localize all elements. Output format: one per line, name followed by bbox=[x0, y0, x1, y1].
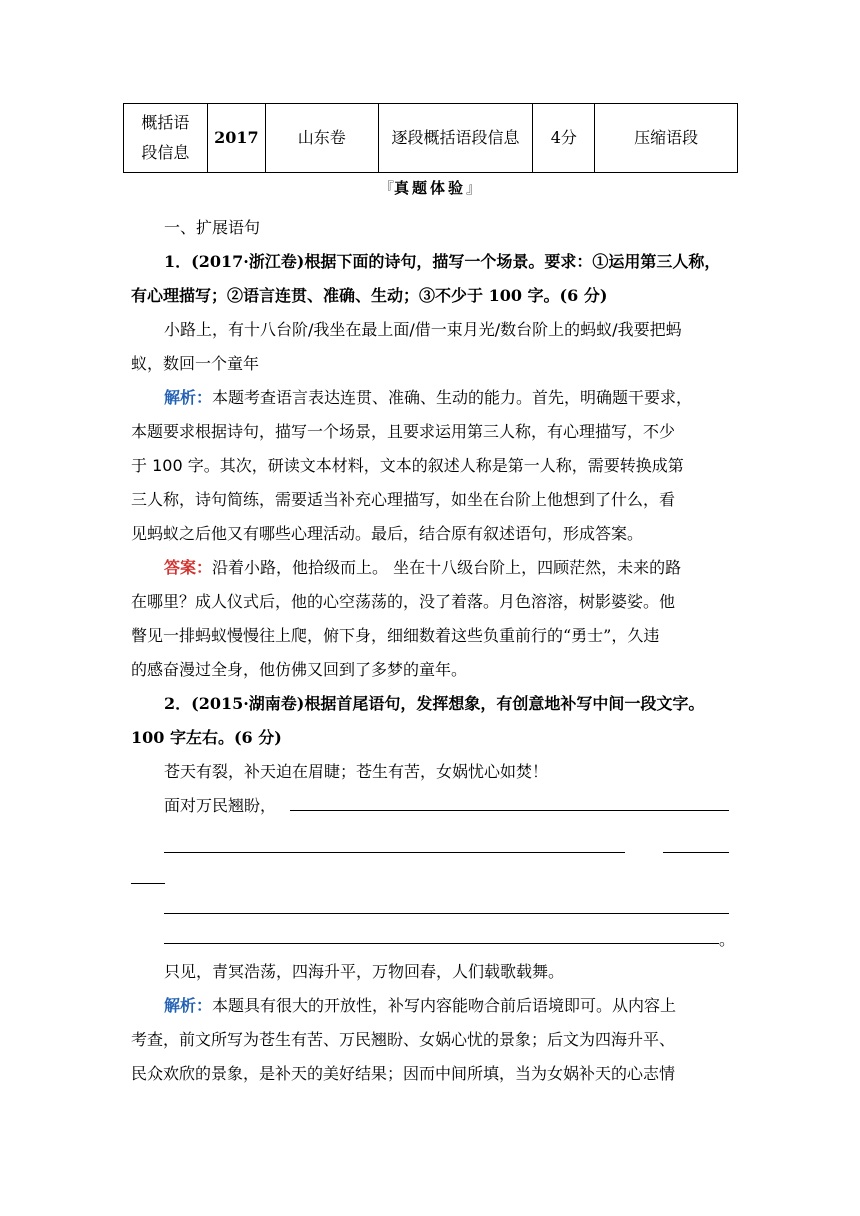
q1-poem-1: 小路上，有十八台阶/我坐在最上面/借一束月光/数台阶上的蚂蚁/我要把蚂 bbox=[164, 320, 682, 339]
q1-answer-1 bbox=[164, 555, 681, 578]
analysis-text: 本题具有很大的开放性，补写内容能吻合前后语境即可。从内容上 bbox=[212, 996, 677, 1015]
q2-line-1: 2．(2015·湖南卷)根据首尾语句，发挥想象，有创意地补写中间一段文字。 bbox=[164, 694, 705, 713]
answer-blank-line[interactable] bbox=[663, 852, 729, 853]
q2-begin: 苍天有裂，补天迫在眉睫；苍生有苦，女娲忧心如焚！ bbox=[164, 762, 549, 781]
q1-line-1: 1．(2017·浙江卷)根据下面的诗句，描写一个场景。要求：①运用第三人称， bbox=[164, 252, 721, 271]
blank-end-mark: 。 bbox=[719, 930, 736, 949]
q2-analysis-3: 民众欢欣的景象，是补天的美好结果；因而中间所填，当为女娲补天的心志情 bbox=[131, 1064, 676, 1083]
banner-title: 真题体验 bbox=[393, 179, 466, 197]
info-table bbox=[123, 103, 738, 173]
answer-blank-line[interactable] bbox=[131, 883, 165, 884]
section-heading: 一、扩展语句 bbox=[164, 218, 261, 237]
banner-open-bracket: 『 bbox=[378, 179, 394, 197]
answer-blank-line[interactable] bbox=[164, 913, 729, 914]
answer-blank-line[interactable] bbox=[290, 810, 729, 811]
q2-analysis-1 bbox=[164, 993, 676, 1016]
q1-analysis-4: 三人称，诗句简练，需要适当补充心理描写，如坐在台阶上他想到了什么，看 bbox=[131, 490, 676, 509]
q1-analysis-1 bbox=[164, 385, 692, 408]
q1-poem-2: 蚁，数回一个童年 bbox=[131, 354, 260, 373]
q1-analysis-5: 见蚂蚁之后他又有哪些心理活动。最后，结合原有叙述语句，形成答案。 bbox=[131, 524, 644, 543]
cell-line: 段信息 bbox=[141, 143, 190, 162]
table-cell-paper: 山东卷 bbox=[265, 104, 378, 173]
q1-answer-3: 瞥见一排蚂蚁慢慢往上爬，俯下身，细细数着这些负重前行的“勇士”，久违 bbox=[131, 626, 660, 645]
section-banner bbox=[0, 177, 860, 198]
answer-label: 答案： bbox=[164, 558, 213, 577]
table-cell-topic bbox=[124, 104, 208, 173]
table-cell-year: 2017 bbox=[207, 104, 265, 173]
table-row bbox=[124, 104, 738, 173]
cell-line: 概括语 bbox=[141, 113, 190, 132]
analysis-text: 本题考查语言表达连贯、准确、生动的能力。首先，明确题干要求， bbox=[212, 388, 693, 407]
q2-analysis-2: 考查，前文所写为苍生有苦、万民翘盼、女娲心忧的景象；后文为四海升平、 bbox=[131, 1030, 676, 1049]
answer-text: 沿着小路，他拾级而上。 坐在十八级台阶上，四顾茫然，未来的路 bbox=[212, 558, 682, 577]
answer-blank-line[interactable] bbox=[164, 943, 719, 944]
table-cell-task: 逐段概括语段信息 bbox=[378, 104, 533, 173]
q1-answer-4: 的感奋漫过全身，他仿佛又回到了多梦的童年。 bbox=[131, 660, 468, 679]
q2-line-2: 100 字左右。(6 分) bbox=[131, 728, 282, 747]
q1-analysis-3: 于 100 字。其次，研读文本材料，文本的叙述人称是第一人称，需要转换成第 bbox=[131, 456, 684, 475]
table-cell-type: 压缩语段 bbox=[595, 104, 738, 173]
q1-line-2: 有心理描写；②语言连贯、准确、生动；③不少于 100 字。(6 分) bbox=[131, 286, 608, 305]
q2-ending: 只见，青冥浩荡，四海升平，万物回春，人们载歌载舞。 bbox=[164, 962, 565, 981]
q2-prompt: 面对万民翘盼， bbox=[164, 796, 277, 815]
analysis-label: 解析： bbox=[164, 388, 213, 407]
q1-answer-2: 在哪里？成人仪式后，他的心空荡荡的，没了着落。月色溶溶，树影婆娑。他 bbox=[131, 592, 676, 611]
q1-analysis-2: 本题要求根据诗句，描写一个场景，且要求运用第三人称，有心理描写，不少 bbox=[131, 422, 676, 441]
analysis-label: 解析： bbox=[164, 996, 213, 1015]
answer-blank-line[interactable] bbox=[164, 852, 625, 853]
banner-close-bracket: 』 bbox=[466, 179, 482, 197]
table-cell-score: 4分 bbox=[533, 104, 595, 173]
